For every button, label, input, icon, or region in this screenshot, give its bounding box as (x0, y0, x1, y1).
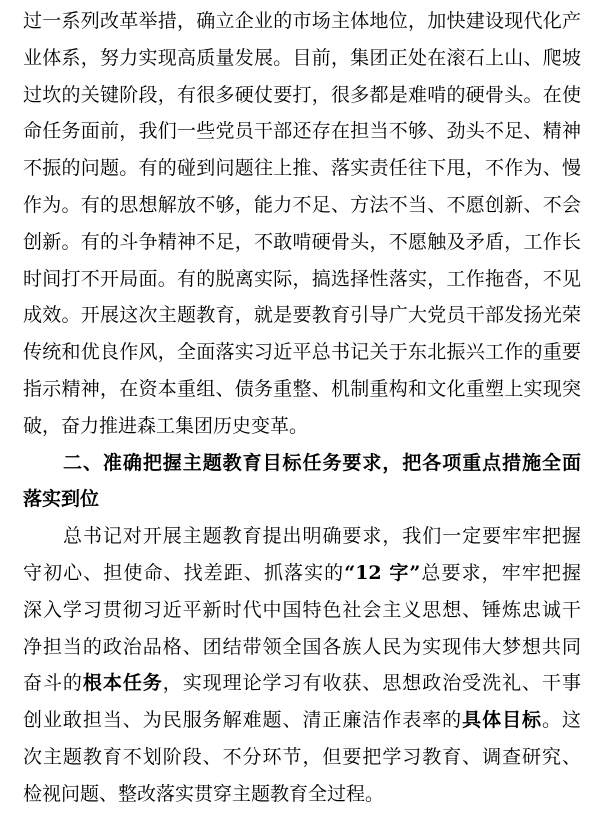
text-segment: 过坎的关键阶段，有很多硬仗要打，很多都是难啃的硬骨头。在使 (23, 83, 581, 106)
text-segment: 业体系，努力实现高质量发展。目前，集团正处在滚石上山、爬坡 (23, 46, 581, 69)
text-line (23, 592, 581, 629)
heading-segment: 二、准确把握主题教育目标任务要求，把各项重点措施全面 (63, 451, 581, 474)
text-line (23, 555, 581, 592)
text-line (23, 371, 581, 408)
text-line (23, 187, 581, 224)
text-segment: 奋斗的 (23, 672, 83, 695)
emphasis-segment: 具体目标 (462, 709, 543, 732)
text-line (23, 629, 581, 666)
text-segment: ，实现理论学习有收获、思想政治受洗礼、干事 (162, 672, 581, 695)
text-segment: 次主题教育不划阶段、不分环节，但要把学习教育、调查研究、 (23, 745, 581, 768)
text-segment: 深入学习贯彻习近平新时代中国特色社会主义思想、锤炼忠诚干 (23, 598, 581, 621)
text-segment: 传统和优良作风，全面落实习近平总书记关于东北振兴工作的重要 (23, 341, 581, 364)
text-line (23, 408, 581, 445)
text-line (23, 776, 581, 813)
text-segment: 创新。有的斗争精神不足，不敢啃硬骨头，不愿触及矛盾，工作长 (23, 230, 581, 253)
text-segment: 作为。有的思想解放不够，能力不足、方法不当、不愿创新、不会 (23, 193, 581, 216)
text-line (23, 739, 581, 776)
text-line (23, 3, 581, 40)
text-segment: 过一系列改革举措，确立企业的市场主体地位，加快建设现代化产 (23, 10, 581, 32)
text-segment: 成效。开展这次主题教育，就是要教育引导广大党员干部发扬光荣 (23, 304, 581, 327)
section-heading-line (23, 481, 581, 518)
text-line (23, 702, 581, 739)
text-line (23, 297, 581, 334)
heading-segment: 落实到位 (23, 488, 100, 511)
text-segment: 净担当的政治品格、团结带领全国各族人民为实现伟大梦想共同 (23, 635, 581, 658)
text-segment: 时间打不开局面。有的脱离实际，搞选择性落实，工作拖沓，不见 (23, 267, 581, 290)
text-line (23, 224, 581, 261)
emphasis-segment: 根本任务 (82, 672, 163, 695)
section-heading-line (23, 445, 581, 482)
text-segment: 。这 (542, 709, 581, 732)
text-segment: 创业敢担当、为民服务解难题、清正廉洁作表率的 (23, 709, 463, 732)
text-segment: 指示精神，在资本重组、债务重整、机制重构和文化重塑上实现突 (23, 377, 581, 400)
text-line (23, 334, 581, 371)
text-segment: 总书记对开展主题教育提出明确要求，我们一定要牢牢把握 (63, 525, 581, 548)
text-line (23, 77, 581, 114)
text-line (23, 150, 581, 187)
text-line (23, 518, 581, 555)
text-line (23, 40, 581, 77)
text-line (23, 113, 581, 150)
text-segment: 破，奋力推进森工集团历史变革。 (23, 414, 309, 437)
text-segment: 命任务面前，我们一些党员干部还存在担当不够、劲头不足、精神 (23, 120, 581, 143)
emphasis-segment: “12 字” (344, 561, 421, 584)
text-segment: 不振的问题。有的碰到问题往上推、落实责任往下甩，不作为、慢 (23, 157, 581, 180)
text-segment: 守初心、担使命、找差距、抓落实的 (23, 561, 345, 584)
text-segment: 检视问题、整改落实贯穿主题教育全过程。 (23, 782, 385, 805)
text-line (23, 665, 581, 702)
text-line (23, 261, 581, 298)
text-segment: 总要求，牢牢把握 (420, 561, 581, 584)
